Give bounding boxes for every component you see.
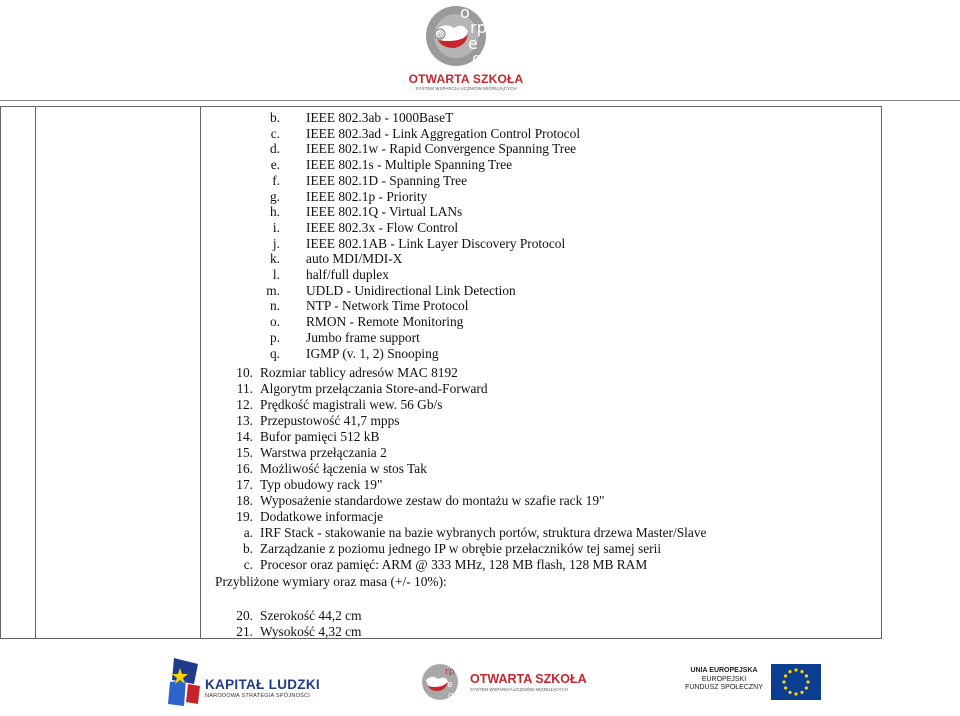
kapital-ludzki-subtitle: NARODOWA STRATEGIA SPÓJNOŚCI	[205, 693, 311, 699]
eu-flag-icon	[771, 664, 821, 700]
otwarta-szkola-logo	[406, 0, 526, 96]
eu-line-european: EUROPEJSKI	[701, 675, 747, 683]
orpeg-logo-icon	[406, 0, 526, 72]
header-brand-name: OTWARTA SZKOŁA	[408, 72, 524, 86]
svg-text:rp: rp	[470, 18, 487, 37]
spec-table	[0, 106, 882, 639]
header-tagline: SYSTEM WSPARCIA UCZNIÓW MIGRUJĄCYCH	[415, 86, 517, 91]
header-divider	[0, 100, 960, 101]
svg-text:o: o	[460, 3, 470, 22]
svg-text:g: g	[472, 49, 483, 68]
footer-otwarta-szkola-tagline: SYSTEM WSPARCIA UCZNIÓW MIGRUJĄCYCH	[470, 687, 568, 692]
eu-line-fund: FUNDUSZ SPOŁECZNY	[685, 684, 763, 691]
kapital-ludzki-title: KAPITAŁ LUDZKI	[205, 677, 320, 692]
spec-content-cell: b. IEEE 802.3ab - 1000BaseT c. IEEE 802.3ad - Link Aggregation Control Protocol d. IEEE 802.1w - Rapid Convergence Spanning Tree e. IEEE 802.1s - Multiple Spanning Tree f. IEEE 802.1D - Spanning Tree g. IEEE 802.1p - Priority h. IEEE 802.1Q - Virtual LANs i. IEEE 802.3x - Flow Control j. IEEE 802.1AB - Link Layer Discovery Protocol k. auto MDI/MDI-X l. half/full duplex m. UDLD - Unidirectional Link Detection n. NTP - Network Time Protocol o. RMON - Remote Monitoring p. Jumbo frame support q. IGMP (v. 1, 2) Snooping 10. Rozmiar tablicy adresów MAC 8192 11. Algorytm przełączania Store-and-Forward 12. Prędkość magistrali wew. 56 Gb/s 13. Przepustowość 41,7 mpps 14. Bufor pamięci 512 kB 15. Warstwa przełączania 2 16. Możliwość łączenia w stos Tak 17. Typ obudowy rack 19" 18. Wyposażenie standardowe zestaw do montażu w szafie rack 19" 19. Dodatkowe informacje a. IRF Stack - stakowanie na bazie wybranych portów, struktura drzewa Master/Slave b. Zarządzanie z poziomu jednego IP w obrębie przełaczników tej samej serii c. Procesor oraz pamięć: ARM @ 333 MHz, 128 MB flash, 128 MB RAM Przybliżone wymiary oraz masa (+/- 10%): 20. Szerokość 44,2 cm 21. Wysokość 4,32 cm	[215, 110, 707, 639]
svg-text:rp: rp	[445, 667, 455, 677]
eu-text-block	[680, 667, 768, 693]
eu-line-union: UNIA EUROPEJSKA	[690, 667, 758, 674]
svg-text:g: g	[448, 691, 454, 701]
svg-text:e: e	[468, 34, 478, 53]
orpeg-small-logo-icon	[418, 662, 466, 702]
dimensions-heading: Przybliżone wymiary oraz masa (+/- 10%):	[215, 574, 447, 589]
footer-otwarta-szkola-brand: OTWARTA SZKOŁA	[470, 672, 587, 686]
svg-text:e: e	[447, 680, 453, 690]
svg-text:@: @	[437, 31, 444, 39]
kapital-ludzki-star-icon	[168, 658, 202, 708]
